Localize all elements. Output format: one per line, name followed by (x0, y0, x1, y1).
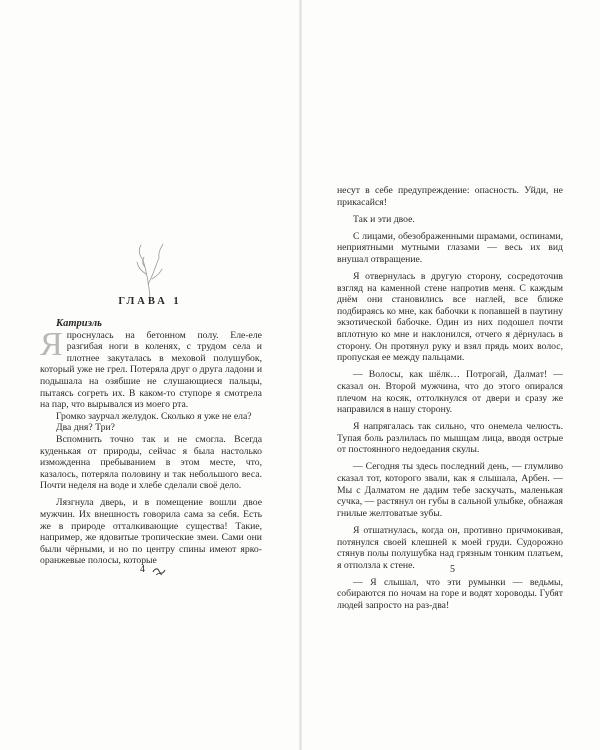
paragraph: Я напрягалась так сильно, что онемела челюсть. Тупая боль разлилась по мышцам лица, вводя острые от постоянного недоедания скулы. (337, 421, 563, 456)
character-heading: Катриэль (56, 318, 102, 329)
paragraph (40, 325, 262, 411)
ornament-flourish-icon (152, 566, 166, 576)
paragraph: — Я слышал, что эти румынки — ведьмы, собираются по ночам на горе и водят хороводы. Губят людей запросто на раз-два! (337, 576, 563, 611)
paragraph: Я отшатнулась, когда он, противно причмокивая, потянулся своей клешней к моей груди. Судорожно стянув полы полушубка над грязным тонким платьем, я отползла к стене. (337, 524, 563, 571)
paragraph: несут в себе предупреждение: опасность. Уйди, не прикасайся! (337, 185, 563, 208)
right-page (302, 0, 600, 750)
right-text-column (337, 185, 563, 612)
page-number-right: 5 (450, 564, 455, 575)
drop-cap: Я (40, 325, 63, 363)
paragraph: Вспомнить точно так и не смогла. Всегда куденькая от природы, сейчас я была настолько изможденна пребыванием в этом месте, что, казалось, потеряла половину и так небольшого веса. Почти неделя на воде и хлебе сделали своё дело. (40, 433, 262, 492)
paragraph: — Волосы, как шёлк… Потрогай, Далмат! — сказал он. Второй мужчина, что до этого опирался плечом на косяк, оттолкнулся от двери и сразу же направился в нашу сторону. (337, 369, 563, 416)
paragraph: С лицами, обезображенными шрамами, оспинами, неприятными мутными глазами — весь их вид внушал отвращение. (337, 230, 563, 265)
paragraph: Так и эти двое. (353, 213, 415, 225)
paragraph: — Сегодня ты здесь последний день, — глумливо сказал тот, которого звали, как я слышала, Арбен. — Мы с Далматом не дадим тебе заскучать, маленькая сучка, — растянул он губы в сальной улыбке, обнажая гнилые желтоватые зубы. (337, 461, 563, 519)
paragraph: Два дня? Три? (56, 422, 115, 434)
page-number-left: 4 (140, 564, 145, 575)
paragraph: Я отвернулась в другую сторону, сосредоточив взгляд на каменной стене напротив меня. С каждым днём они становились все наглей, все ближе подбираясь ко мне, как бабочки к попавшей в паутину экзотической бабочке. Один из них подошел почти вплотную ко мне и наклонился, отчего я дёрнулась в сторону. Он протянул руку и взял прядь моих волос, пропуская ее между пальцами. (337, 271, 563, 364)
plant-sprig-icon (120, 240, 180, 300)
left-text-column (40, 318, 262, 567)
paragraph-text: проснулась на бетонном полу. Еле-еле разгибая ноги в коленях, с трудом села и плотнее закуталась в меховой полушубок, который уже не грел. Потеряла друг о друга ладони и подышала на озябшие не слушающиеся пальцы, пытаясь согреть их. В каком-то ступоре я смотрела на пар, что вырывался из моего рта. (40, 329, 262, 411)
chapter-title: ГЛАВА 1 (118, 296, 182, 307)
paragraph: Лязгнула дверь, и в помещение вошли двое мужчин. Их внешность говорила сама за себя. Есть же в природе отталкивающие существа! Такие, например, же ядовитые тропические змеи. Сами они были чёрными, и но по центру спины имеют ярко-оранжевые полосы, которые (40, 497, 262, 567)
paragraph: Громко заурчал желудок. Сколько я уже не ела? (56, 410, 252, 422)
